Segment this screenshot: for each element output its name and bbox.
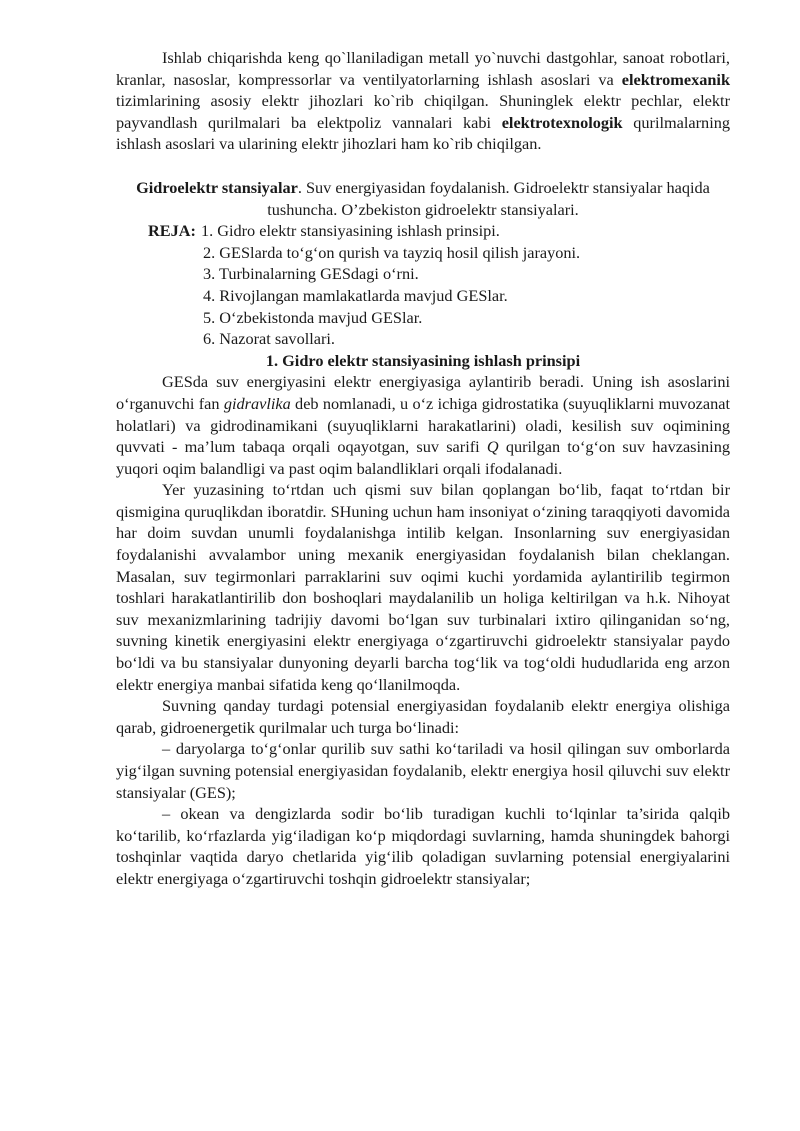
topic-rest: . Suv energiyasidan foydalanish. Gidroelektr stansiyalar haqida tushuncha. O’zbekiston gidroelektr stansiyalari. [267,177,710,219]
section-paragraph-2: Yer yuzasining to‘rtdan uch qismi suv bilan qoplangan bo‘lib, faqat to‘rtdan bir qismigina quruqlikdan iboratdir. SHuning uchun ham insoniyat o‘zining taraqqiyoti davomida har doim suvdan unumli foydalanishga intilib kelgan. Insonlarning suv energiyasidan foydalanishi avvalambor uning mexanik energiyasidan foydalanish bilan cheklangan. Masalan, suv tegirmonlari parraklarini suv oqimi kuchi yordamida aylantirilib tegirmon toshlari harakatlantirilib don boshoqlari maydalanilib un holiga keltirilgan va h.k. Nihoyat suv mexanizmlarining tadrijiy davomi bo‘lgan suv turbinalari ixtiro qilinganidan so‘ng, suvning kinetik energiyasini elektr energiyaga o‘zgartiruvchi gidroelektr stansiyalar paydo bo‘ldi va bu stansiyalar dunyoning deyarli barcha tog‘lik va tog‘oldi hududlarida eng arzon elektr energiya manbai sifatida keng qo‘llanilmoqda. [116,480,730,694]
p1-text-a: GESda suv energiyasini elektr energiyasiga aylantirib beradi. Uning ish asoslarini o‘rganuvchi fan [116,372,730,413]
section-paragraph-1 [116,371,730,479]
intro-text-1: Ishlab chiqarishda keng qo`llaniladigan metall yo`nuvchi dastgohlar, sanoat robotlari, kranlar, nasoslar, kompressorlar va ventilyatorlarning ishlash asoslari va [116,48,730,89]
p1-italic-gidravlika: gidravlika [223,393,291,413]
plan-list [203,242,730,350]
list-item-tidal: – okean va dengizlarda sodir bo‘lib turadigan kuchli to‘lqinlar ta’sirida qalqib ko‘tarilib, ko‘rfazlarda yig‘iladigan ko‘p miqdordagi suvlarning, hamda shuningdek bahorgi toshqinlar vaqtida daryo chetlarida yig‘ilib qoladigan suvlarning potensial energiyalarini elektr energiyaga o‘zgartiruvchi toshqin gidroelektr stansiyalar; [116,804,730,888]
p1-italic-q: Q [486,437,499,457]
plan-item-5: 5. O‘zbekistonda mavjud GESlar. [203,307,423,327]
spacer [116,155,730,177]
section-title: 1. Gidro elektr stansiyasining ishlash prinsipi [265,350,581,370]
intro-bold-electromechanic: elektromexanik [621,69,730,89]
plan-item-6: 6. Nazorat savollari. [203,329,336,349]
intro-paragraph [116,47,730,155]
plan-item-3: 3. Turbinalarning GESdagi o‘rni. [203,264,419,284]
p1-text-c: qurilgan to‘g‘on suv havzasining yuqori oqim balandligi va past oqim balandliklari orqali ifodalanadi. [116,437,730,478]
list-item-ges: – daryolarga to‘g‘onlar qurilib suv sathi ko‘tariladi va hosil qilingan suv omborlarda yig‘ilgan suvning potensial energiyasidan foydalanib, elektr energiya hosil qiluvchi suv elektr stansiyalar (GES); [116,739,730,802]
topic-bold: Gidroelektr stansiyalar [136,177,298,197]
section-paragraph-3: Suvning qanday turdagi potensial energiyasidan foydalanib elektr energiya olishiga qarab, gidroenergetik qurilmalar uch turga bo‘linadi: [116,696,730,737]
document-page [116,47,730,890]
plan-label: REJA: [148,221,196,241]
plan-block [148,220,730,242]
p1-text-b: deb nomlanadi, u o‘z ichiga gidrostatika (suyuqliklarni muvozanat holatlari) va gidrodinamikani (suyuqliklarni harakatlarini) oladi, kesilish suv oqimining quvvati - ma’lum tabaqa orqali oqayotgan, suv sarifi [116,393,730,457]
intro-bold-electrotechnologic: elektrotexnologik [501,112,623,132]
plan-item-4: 4. Rivojlangan mamlakatlarda mavjud GESlar. [203,285,508,305]
plan-item-2: 2. GESlarda to‘g‘on qurish va tayziq hosil qilish jarayoni. [203,242,581,262]
topic-heading [116,177,730,220]
intro-text-3: qurilmalarning ishlash asoslari va ularining elektr jihozlari ham ko`rib chiqilgan. [116,112,731,154]
plan-item-1: 1. Gidro elektr stansiyasining ishlash prinsipi. [200,221,500,241]
intro-text-2: tizimlarining asosiy elektr jihozlari ko`rib chiqilgan. Shuninglek elektr pechlar, elektr payvandlash qurilmalari ba elektpoliz vannalari kabi [116,91,730,132]
